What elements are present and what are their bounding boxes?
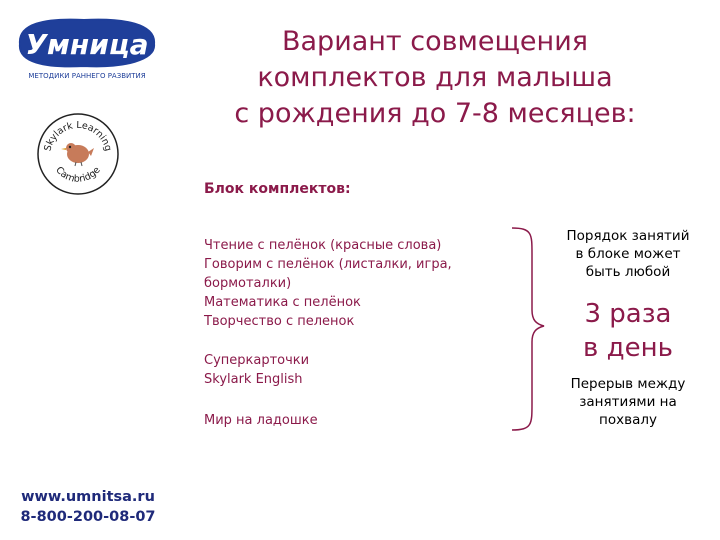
list-item: Творчество с пеленок: [204, 314, 355, 329]
kit-list: [204, 236, 452, 430]
badge-arc-bottom: Cambridge: [53, 164, 103, 185]
title-line-2: комплектов для малыша: [257, 62, 613, 93]
page-title: [200, 24, 670, 132]
block-heading: Блок комплектов:: [204, 181, 351, 197]
website-link[interactable]: www.umnitsa.ru: [21, 489, 155, 505]
list-item: бормоталки): [204, 276, 292, 291]
order-note: Порядок занятий в блоке может быть любой: [566, 228, 690, 280]
phone-number: 8-800-200-08-07: [20, 509, 156, 525]
title-line-3: с рождения до 7-8 месяцев:: [234, 98, 636, 129]
footer-contacts: [14, 487, 162, 527]
break-note: Перерыв между занятиями на похвалу: [570, 376, 686, 428]
umnitsa-logo: [14, 14, 160, 84]
logo-brand-text: Умница: [25, 28, 149, 61]
list-item: Чтение с пелёнок (красные слова): [204, 238, 442, 253]
list-item: Говорим с пелёнок (листалки, игра,: [204, 257, 452, 272]
list-item: Мир на ладошке: [204, 413, 318, 428]
list-item: Суперкарточки: [204, 353, 310, 368]
list-item: Математика с пелёнок: [204, 295, 361, 310]
times-per-day: 3 раза в день: [583, 299, 673, 363]
list-item: Skylark English: [204, 372, 303, 387]
logo-tagline: МЕТОДИКИ РАННЕГО РАЗВИТИЯ: [28, 72, 146, 80]
badge-arc-top: Skylark Learning: [42, 119, 114, 153]
curly-brace: [510, 224, 550, 438]
title-line-1: Вариант совмещения: [281, 26, 588, 57]
skylark-cambridge-badge: [36, 112, 120, 196]
